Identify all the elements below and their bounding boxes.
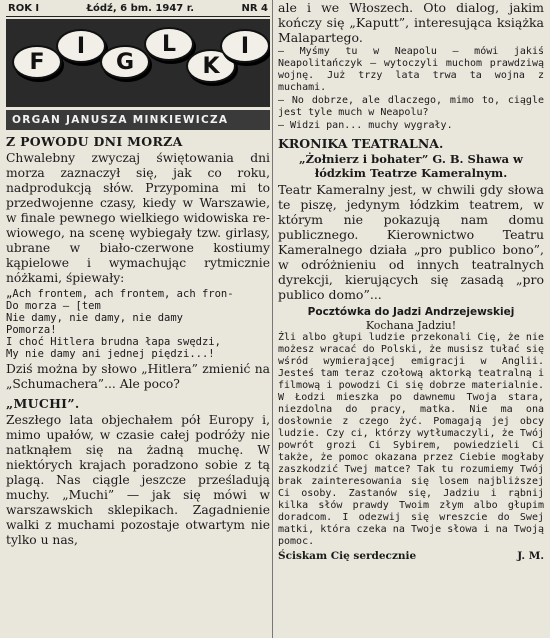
masthead-logo (6, 19, 270, 107)
left-column (6, 0, 270, 638)
article-paragraph: Dziś można by słowo „Hitlera” zmienić na „Schumachera”... Ale poco? (6, 362, 270, 391)
author-initials: J. M. (517, 550, 544, 562)
article-paragraph: Zeszłego lata objechałem pół Europy i, mimo upałów, w czasie całej podróży nie natknąłem się na żadną muchę. W niektórych krajach poradzono sobie z tą plagą. Nas ciągle jeszcze prześladują muchy. „Muchi” — jak się mówi w warszawskich sklepikach. Zagadnienie walki z muchami pozostaje otwartym nie tylko u nas, (6, 413, 270, 547)
dialog-line: — Myśmy tu w Neapolu — mówi jakiś Neapolitańczyk — wytoczyli muchom prawdziwą wojnę. Już trzy lata trwa ta wojna z muchami. (278, 46, 544, 93)
postcard-body: Źli albo głupi ludzie przekonali Cię, że nie możesz wracać do Polski, że musisz tułać się wśród wymierającej emigracji w Anglii. Jesteś tam teraz czołową aktorką teatralną i filmową i powodzi Ci się dobrze materialnie. W Łodzi mieszka po dawnemu Twoja stara, niezdolna do pracy, matka. Nie ma ona dosłownie z czego żyć. Pomagają jej obcy ludzie. Czy ci, którzy wytłumaczyli, że Twój powrót grozi Ci Sybirem, powiedzieli Ci także, że pomoc okazana przez Ciebie mogłaby zaszkodzić Twej matce? Tak tu rozumiemy Twój brak zainteresowania się losem najbliższej Ci osoby. Zastanów się, Jadziu i rąbnij kilka słów prawdy Twoim złym albo głupim doradcom. I odezwij się wreszcie do Swej matki, która czeka na Twoje słowa i na Twoją pomoc. (278, 332, 544, 547)
right-column (278, 0, 544, 638)
closing-text: Ściskam Cię serdecznie (278, 550, 417, 562)
song-line: Nie damy, nie damy, nie damy (6, 312, 184, 324)
masthead-letter: I (220, 29, 270, 63)
column-divider (272, 0, 273, 638)
song-line: Do morza — [tem (6, 300, 101, 312)
subheadline-shaw: „Żołnierz i bohater” G. B. Shawa w łódzkim Teatrze Kameralnym. (299, 152, 523, 180)
headline-dni-morza: Z POWODU DNI MORZA (6, 134, 183, 149)
issue-line (6, 0, 270, 17)
dialog-line: — No dobrze, ale dlaczego, mimo to, ciągle jest tyle much w Neapolu? (278, 95, 544, 118)
masthead-letter: I (56, 29, 106, 63)
dialog-line: — Widzi pan... muchy wygrały. (278, 120, 453, 131)
masthead-letter: G (100, 45, 150, 79)
song-line: I choć Hitlera brudna łapa swędzi, (6, 336, 221, 348)
headline-muchi: „MUCHI”. (6, 396, 80, 411)
masthead-letter: F (12, 45, 62, 79)
song-line: My nie damy ani jednej piędzi...! (6, 348, 215, 360)
issue-date: Łódź, 6 bm. 1947 r. (86, 3, 195, 14)
postcard-title: Pocztówka do Jadzi Andrzejewskiej (307, 306, 515, 318)
headline-kronika: KRONIKA TEATRALNA. (278, 136, 444, 151)
song-line: „Ach frontem, ach frontem, ach fron- (6, 288, 234, 300)
issue-number: NR 4 (241, 3, 268, 14)
song-line: Pomorza! (6, 324, 57, 336)
article-paragraph: Teatr Kameralny jest, w chwili gdy słowa te piszę, jedynym łódzkim teatrem, w którym nie pokazują nam domu publicznego. Kierownictwo Teatru Kameralnego działa „pro publico bono”, w odróżnieniu od innych teatralnych dyrekcji, kierujących się zasadą „pro publico domo”... (278, 182, 544, 302)
issue-year: ROK I (8, 3, 40, 14)
organ-banner: ORGAN JANUSZA MINKIEWICZA (6, 110, 270, 130)
song-lyrics (6, 288, 270, 360)
masthead-letter: K (186, 49, 236, 83)
article-paragraph: ale i we Włoszech. Oto dialog, jakim kończy się „Kaputt”, interesująca książka Malapartego. (278, 0, 544, 45)
postcard-signoff (278, 550, 544, 562)
postcard-greeting: Kochana Jadziu! (365, 319, 457, 332)
article-paragraph: Chwalebny zwyczaj świętowania dni morza zaznaczył się, jak co roku, nadprodukcją słów. Przypomina mi to przedwojenne czasy, kiedy w Warszawie, w finale pewnego wielkiego widowiska rewiowego, na scenę wybiegały tzw. girlasy, ubrane w biało-czerwone kostiumy kąpielowe i wymachując rytmicznie nóżkami, śpiewały: (6, 151, 270, 285)
masthead-letter: L (144, 27, 194, 61)
